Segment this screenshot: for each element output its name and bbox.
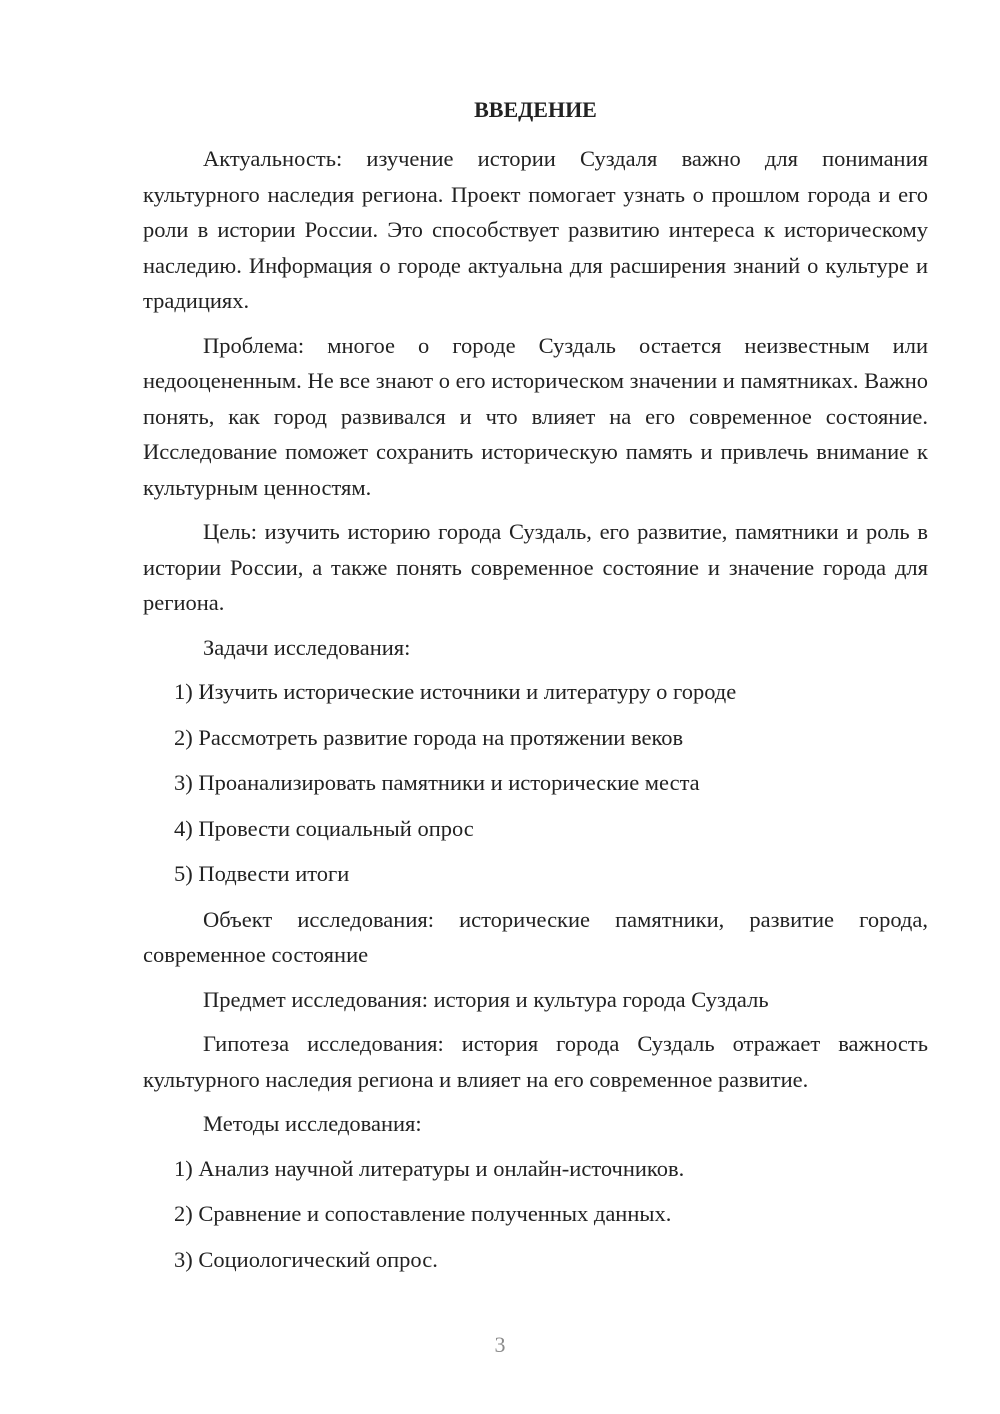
problem-paragraph: Проблема: многое о городе Суздаль остается неизвестным или недооцененным. Не все знают о его историческом значении и памятниках. Важно понять, как город развивался и что влияет на его современное состояние. Исследование поможет сохранить историческую память и привлечь внимание к культурным ценностям.	[143, 332, 928, 500]
task-item: 4) Провести социальный опрос	[174, 815, 474, 841]
method-item: 2) Сравнение и сопоставление полученных данных.	[174, 1201, 672, 1226]
method-item: 3) Социологический опрос.	[174, 1246, 438, 1272]
page-number: 3	[494, 1332, 506, 1357]
task-item: 2) Рассмотреть развитие города на протяжении веков	[174, 724, 684, 750]
section-heading: ВВЕДЕНИЕ	[474, 97, 597, 122]
task-item: 5) Подвести итоги	[174, 861, 350, 886]
document-body	[143, 141, 928, 1287]
subject-paragraph: Предмет исследования: история и культура города Суздаль	[203, 986, 769, 1012]
object-paragraph: Объект исследования: исторические памятники, развитие города, современное состояние	[143, 906, 928, 967]
hypothesis-paragraph: Гипотеза исследования: история города Суздаль отражает важность культурного наследия региона и влияет на его современное развитие.	[143, 1031, 928, 1092]
method-item: 1) Анализ научной литературы и онлайн-источников.	[174, 1155, 685, 1181]
task-item: 1) Изучить исторические источники и литературу о городе	[174, 679, 737, 704]
tasks-title: Задачи исследования:	[203, 634, 411, 660]
goal-paragraph: Цель: изучить историю города Суздаль, его развитие, памятники и роль в истории России, а также понять современное состояние и значение города для региона.	[143, 519, 928, 615]
methods-title: Методы исследования:	[203, 1111, 422, 1136]
relevance-paragraph: Актуальность: изучение истории Суздаля важно для понимания культурного наследия региона. Проект помогает узнать о прошлом города и его роли в истории России. Это способствует развитию интереса к историческому наследию. Информация о городе актуальна для расширения знаний о культуре и традициях.	[143, 146, 928, 313]
task-item: 3) Проанализировать памятники и исторические места	[174, 770, 700, 795]
